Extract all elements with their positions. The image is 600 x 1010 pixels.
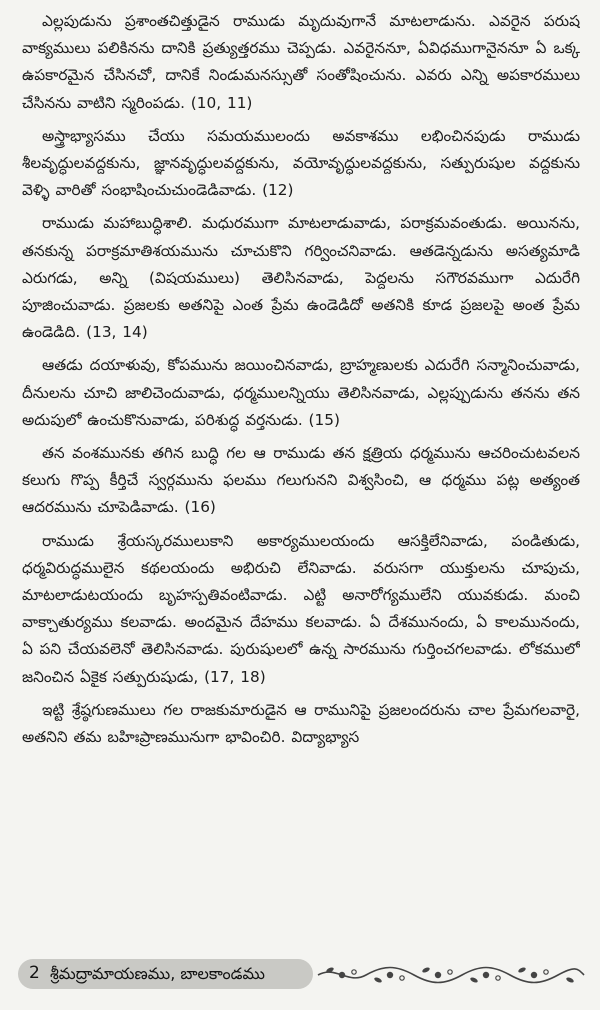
book-title: శ్రీమద్రామాయణము, బాలకాండము xyxy=(50,964,265,983)
body-text xyxy=(22,8,580,953)
page-footer xyxy=(0,955,600,993)
vine-ornament-icon xyxy=(316,963,586,987)
paragraph-6: రాముడు శ్రేయస్కరములుకాని అకార్యములయందు ఆసక్తిలేనివాడు, పండితుడు, ధర్మవిరుద్ధములైన కథలయందు అభిరుచి లేనివాడు. వరుసగా యుక్తులను చూపుచు, మాటలాడుటయందు బృహస్పతివంటివాడు. ఎట్టి అనారోగ్యములేని యువకుడు. మంచి వాక్చాతుర్యము కలవాడు. అందమైన దేహము కలవాడు. ఏ దేశమునందు, ఏ కాలమునందు, ఏ పని చేయవలెనో తెలిసినవాడు. పురుషులలో ఉన్న సారమును గుర్తించగలవాడు. లోకములో జనించిన ఏకైక సత్పురుషుడు, (17, 18) xyxy=(22,531,580,686)
paragraph-1: ఎల్లపుడును ప్రశాంతచిత్తుడైన రాముడు మృదువుగానే మాటలాడును. ఎవరైన పరుష వాక్యములు పలికినను దానికి ప్రత్యుత్తరము చెప్పడు. ఎవరైననూ, ఏవిధముగానైననూ ఏ ఒక్క ఉపకారమైన చేసినచో, దానికే నిండుమనస్సుతో సంతోషించును. ఎవరు ఎన్ని అపకారములు చేసినను వాటిని స్మరింపడు. (10, 11) xyxy=(22,12,580,112)
page-number: 2 xyxy=(29,963,40,983)
paragraph-7: ఇట్టి శ్రేష్ఠగుణములు గల రాజకుమారుడైన ఆ రామునిపై ప్రజలందరును చాల ప్రేమగలవారై, అతనిని తమ బహిఃప్రాణమునుగా భావించిరి. విద్యాభ్యాస xyxy=(22,700,580,747)
paragraph-3: రాముడు మహాబుద్ధిశాలి. మధురముగా మాటలాడువాడు, పరాక్రమవంతుడు. అయినను, తనకున్న పరాక్రమాతిశయమును చూచుకొని గర్వించనివాడు. ఆతడెన్నడును అసత్యమాడి ఎరుగడు, అన్ని (విషయములు) తెలిసినవాడు, పెద్దలను సగౌరవముగా ఎదురేగి పూజించువాడు. ప్రజలకు అతనిపై ఎంత ప్రేమ ఉండెడిదో అతనికి కూడ ప్రజలపై అంత ప్రేమ ఉండెడిది. (13, 14) xyxy=(22,214,580,342)
paragraph-4: ఆతడు దయాళువు, కోపమును జయించినవాడు, బ్రాహ్మణులకు ఎదురేగి సన్మానించువాడు, దీనులను చూచి జాలిచెందువాడు, ధర్మములన్నియు తెలిసినవాడు, ఎల్లప్పుడును తనను తన అదుపులో ఉంచుకొనువాడు, పరిశుద్ధ వర్తనుడు. (15) xyxy=(22,356,580,429)
paragraph-5: తన వంశమునకు తగిన బుద్ధి గల ఆ రాముడు తన క్షత్రియ ధర్మమును ఆచరించుటవలన కలుగు గొప్ప కీర్తిచే స్వర్గమును ఫలము గలుగునని విశ్వసించి, ఆ ధర్మము పట్ల అత్యంత ఆదరమును చూపెడివాడు. (16) xyxy=(22,444,580,517)
paragraph-2: అస్త్రాభ్యాసము చేయు సమయములందు అవకాశము లభించినపుడు రాముడు శీలవృద్ధులవద్దకును, జ్ఞానవృద్ధులవద్దకును, వయోవృద్ధులవద్దకును, సత్పురుషుల వద్దకును వెళ్ళి వారితో సంభాషించుచుండెడివాడు. (12) xyxy=(22,126,580,200)
